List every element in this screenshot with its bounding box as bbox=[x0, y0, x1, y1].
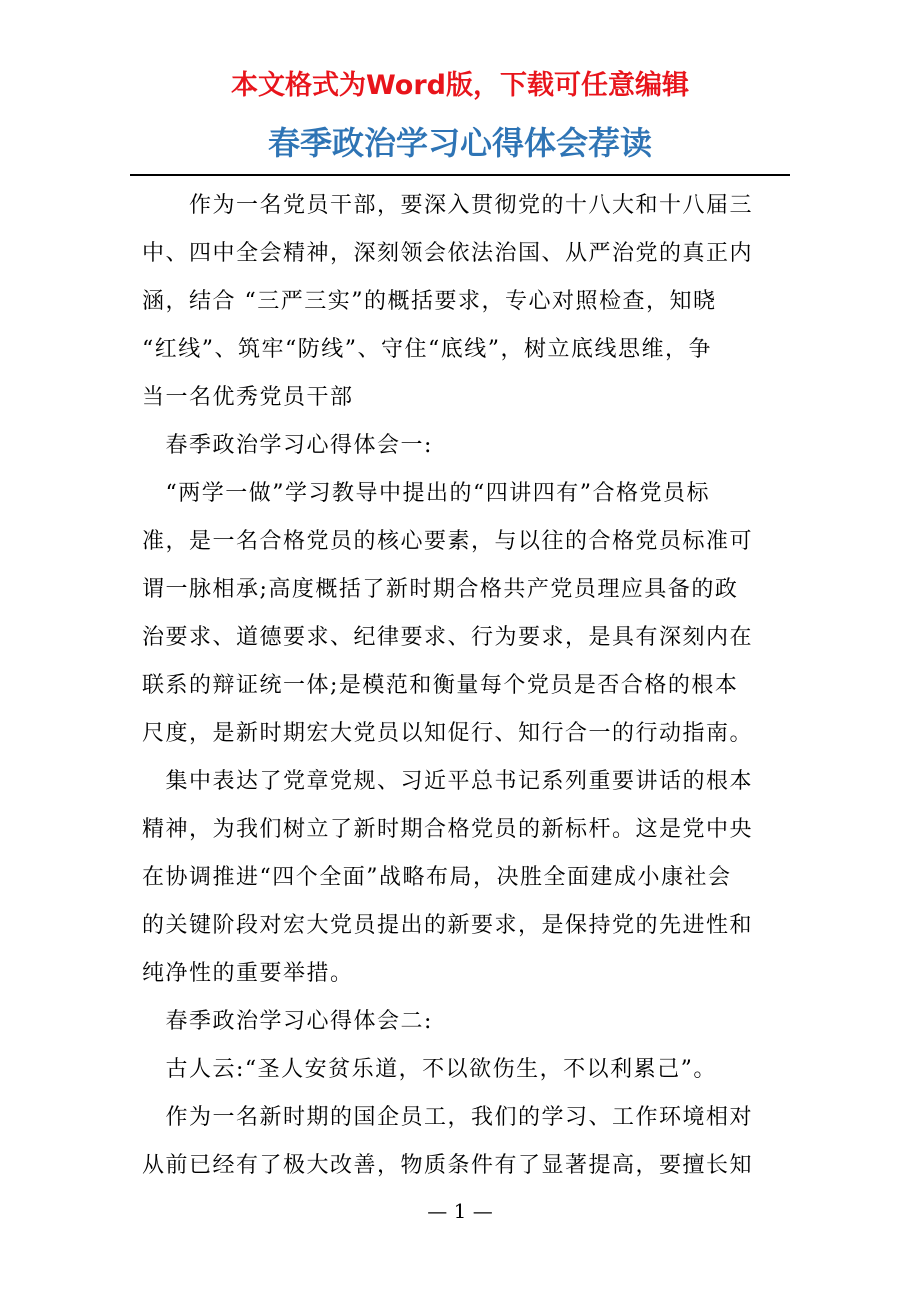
page-number: — 1 — bbox=[427, 1199, 493, 1223]
section-heading-2: 春季政治学习心得体会二: bbox=[142, 1009, 433, 1034]
title-divider bbox=[130, 174, 790, 176]
download-banner: 本文格式为Word版，下载可任意编辑 bbox=[230, 70, 689, 101]
paragraph-section-1-b: 集中表达了党章党规、习近平总书记系列重要讲话的根本 精神，为我们树立了新时期合格党员的新标杆。这是党中央 在协调推进“四个全面”战略布局，决胜全面建成小康社会 的关键阶段对宏大党员提出的新要求，是保持党的先进性和 纯净性的重要举措。 bbox=[142, 769, 754, 986]
paragraph-section-1-a: “两学一做”学习教导中提出的“四讲四有”合格党员标 准，是一名合格党员的核心要素，与以往的合格党员标准可 谓一脉相承;高度概括了新时期合格共产党员理应具备的政 治要求、道德要求、纪律要求、行为要求，是具有深刻内在 联系的辩证统一体;是模范和衡量每个党员是否合格的根本 尺度，是新时期宏大党员以知促行、知行合一的行动指南。 bbox=[142, 481, 754, 746]
quote-paragraph: 古人云:“圣人安贫乐道，不以欲伤生，不以利累己”。 bbox=[142, 1057, 717, 1082]
paragraph-intro: 作为一名党员干部，要深入贯彻党的十八大和十八届三 中、四中全会精神，深刻领会依法治国、从严治党的真正内 涵，结合 “三严三实”的概括要求，专心对照检查，知晓 “红线”、筑牢“防线”、守住“底线”，树立底线思维，争 当一名优秀党员干部 bbox=[142, 193, 754, 410]
section-heading-1: 春季政治学习心得体会一: bbox=[142, 433, 433, 458]
document-title: 春季政治学习心得体会荐读 bbox=[267, 124, 652, 162]
paragraph-section-2: 作为一名新时期的国企员工，我们的学习、工作环境相对 从前已经有了极大改善，物质条件有了显著提高，要擅长知 bbox=[142, 1105, 754, 1178]
